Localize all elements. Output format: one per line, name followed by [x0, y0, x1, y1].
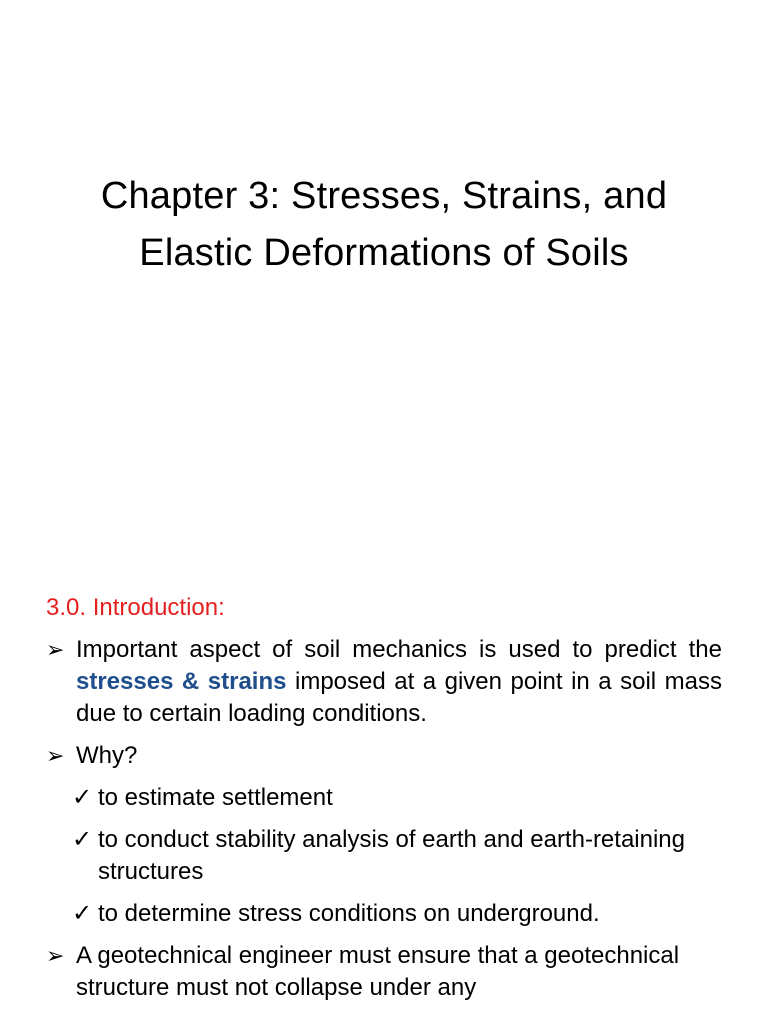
check-icon: ✓: [72, 826, 93, 853]
section-heading: 3.0. Introduction:: [46, 594, 225, 621]
slide-body: [46, 634, 722, 1004]
bullet-1-text-end: imposed at a given point in a soil mass due to certain loading conditions.: [76, 668, 722, 727]
bullet-item-2: [46, 740, 722, 772]
check-item-1: [72, 782, 722, 814]
bullet-item-1: [46, 634, 722, 730]
chapter-title-line-1: Chapter 3: Stresses, Strains, and: [100, 175, 668, 217]
check-icon: ✓: [72, 900, 93, 927]
bullet-text-3: A geotechnical engineer must ensure that a geotechnical structure must not collapse under any: [76, 942, 680, 1001]
check-text-2: to conduct stability analysis of earth and earth-retaining structures: [98, 826, 686, 885]
chapter-title: [30, 168, 738, 282]
arrow-bullet-icon: ➢: [46, 637, 65, 662]
check-text-1: to estimate settlement: [98, 784, 333, 811]
check-icon: ✓: [72, 784, 93, 811]
check-item-3: [72, 898, 722, 930]
bullet-item-3: [46, 940, 722, 1004]
check-text-3: to determine stress conditions on underground.: [98, 900, 600, 927]
chapter-title-line-2: Elastic Deformations of Soils: [139, 232, 629, 274]
introduction-slide: [0, 590, 768, 1024]
bullet-text-2: Why?: [76, 742, 138, 769]
highlighted-term: stresses & strains: [76, 668, 287, 695]
arrow-bullet-icon: ➢: [46, 943, 65, 968]
bullet-text-1: [76, 634, 722, 730]
bullet-1-text-start: Important aspect of soil mechanics is used to predict the: [76, 636, 722, 663]
check-item-2: [72, 824, 722, 888]
arrow-bullet-icon: ➢: [46, 743, 65, 768]
